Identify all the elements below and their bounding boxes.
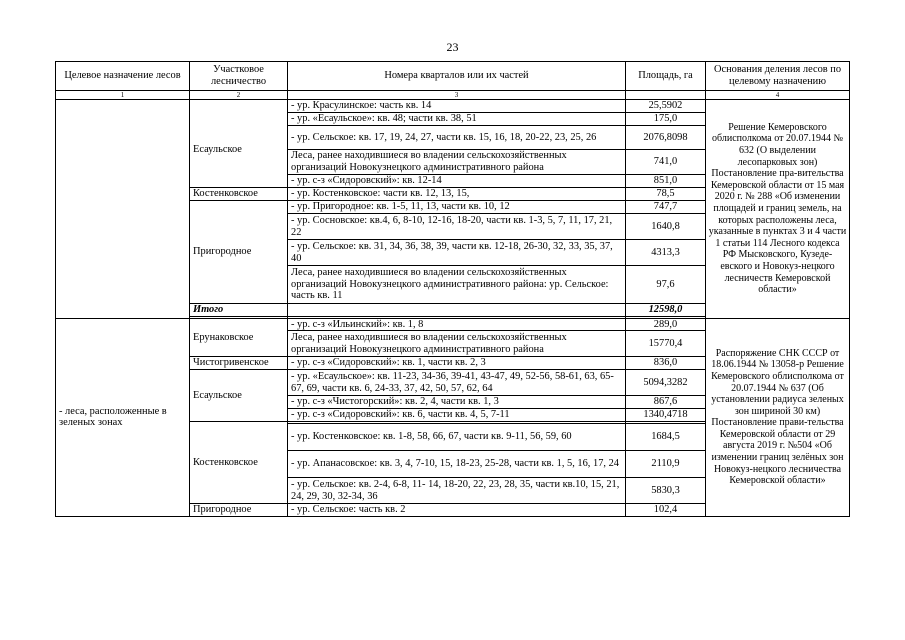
total-label: Итого	[190, 304, 288, 317]
forest-purpose-table	[55, 61, 850, 517]
column-number: 2	[190, 91, 288, 100]
district-cell	[190, 100, 288, 113]
district-cell: Есаульское	[190, 370, 288, 422]
header-area: Площадь, га	[626, 62, 706, 91]
quarters-cell: - ур. с-з «Сидоровский»: кв. 6, части кв. 4, 5, 7-11	[288, 409, 626, 422]
quarters-cell: - ур. Апанасовское: кв. 3, 4, 7-10, 15, 18-23, 25-28, части кв. 1, 5, 16, 17, 24	[288, 451, 626, 478]
area-cell: 1684,5	[626, 424, 706, 451]
area-cell: 5094,3282	[626, 370, 706, 396]
area-cell: 851,0	[626, 175, 706, 188]
area-cell: 747,7	[626, 201, 706, 214]
district-cell: Чистогривенское	[190, 357, 288, 370]
district-cell: Костенковское	[190, 422, 288, 504]
area-cell: 97,6	[626, 266, 706, 304]
header-district: Участковое лесничество	[190, 62, 288, 91]
area-cell: 741,0	[626, 150, 706, 175]
column-number: 3	[288, 91, 626, 100]
district-cell: Ерунаковское	[190, 318, 288, 357]
area-cell: 15770,4	[626, 331, 706, 357]
quarters-cell: Леса, ранее находившиеся во владении сельскохозяйственных организаций Новокузнецкого административного района	[288, 150, 626, 175]
quarters-cell: - ур. Сосновское: кв.4, 6, 8-10, 12-16, 18-20, части кв. 1-3, 5, 7, 11, 17, 21, 22	[288, 214, 626, 240]
basis-cell: Распоряжение СНК СССР от 18.06.1944 № 13058-р Решение Кемеровского облисполкома от 20.07.1944 № 637 (Об установлении радиуса зеленых зон шириной 30 км) Постановление прави-тельства Кемеровской области от 29 августа 2019 г. №504 «Об изменении границ зелёных зон Новокуз-нецкого лесничества Кемеровской области»	[706, 318, 850, 516]
district-cell: Пригородное	[190, 201, 288, 304]
area-cell: 836,0	[626, 357, 706, 370]
quarters-cell: - ур. с-з «Сидоровский»: кв. 1, части кв. 2, 3	[288, 357, 626, 370]
column-number: 1	[56, 91, 190, 100]
header-basis: Основания деления лесов по целевому назначению	[706, 62, 850, 91]
area-cell: 4313,3	[626, 240, 706, 266]
quarters-cell: - ур. Пригородное: кв. 1-5, 11, 13, части кв. 10, 12	[288, 201, 626, 214]
quarters-cell: - ур. Костенковское: части кв. 12, 13, 15,	[288, 188, 626, 201]
district-cell: Есаульское	[190, 113, 288, 188]
quarters-cell: - ур. Сельское: кв. 2-4, 6-8, 11- 14, 18-20, 22, 23, 28, 35, части кв.10, 15, 21, 24, 29, 30, 32-34, 36	[288, 478, 626, 504]
quarters-cell: - ур. Сельское: кв. 31, 34, 36, 38, 39, части кв. 12-18, 26-30, 32, 33, 35, 37, 40	[288, 240, 626, 266]
area-cell: 2110,9	[626, 451, 706, 478]
header-purpose: Целевое назначение лесов	[56, 62, 190, 91]
quarters-cell: - ур. с-з «Чистогорский»: кв. 2, 4, части кв. 1, 3	[288, 396, 626, 409]
quarters-cell: Леса, ранее находившиеся во владении сельскохозяйственных организаций Новокузнецкого административного района: ур. Сельское: часть кв. 11	[288, 266, 626, 304]
quarters-cell: - ур. «Есаульское»: кв. 11-23, 34-36, 39-41, 43-47, 49, 52-56, 58-61, 63, 65-67, 69, части кв. 6, 24-33, 37, 42, 50, 57, 62, 64	[288, 370, 626, 396]
area-cell: 1340,4718	[626, 409, 706, 422]
area-cell: 867,6	[626, 396, 706, 409]
quarters-cell: - ур. Сельское: кв. 17, 19, 24, 27, части кв. 15, 16, 18, 20-22, 23, 25, 26	[288, 126, 626, 150]
total-value: 12598,0	[626, 304, 706, 317]
column-number	[626, 91, 706, 100]
quarters-cell: - ур. Красулинское: часть кв. 14	[288, 100, 626, 113]
quarters-cell: - ур. с-з «Ильинский»: кв. 1, 8	[288, 318, 626, 331]
area-cell: 25,5902	[626, 100, 706, 113]
area-cell: 102,4	[626, 504, 706, 517]
area-cell: 1640,8	[626, 214, 706, 240]
district-cell: Пригородное	[190, 504, 288, 517]
area-cell: 2076,8098	[626, 126, 706, 150]
quarters-cell: - ур. «Есаульское»: кв. 48; части кв. 38, 51	[288, 113, 626, 126]
area-cell: 78,5	[626, 188, 706, 201]
column-number: 4	[706, 91, 850, 100]
area-cell: 289,0	[626, 318, 706, 331]
quarters-cell	[288, 304, 626, 317]
district-cell: Костенковское	[190, 188, 288, 201]
area-cell: 5830,3	[626, 478, 706, 504]
area-cell: 175,0	[626, 113, 706, 126]
purpose-cell: - леса, расположенные в зеленых зонах	[56, 318, 190, 516]
page-number: 23	[446, 40, 459, 54]
purpose-cell	[56, 100, 190, 319]
quarters-cell: - ур. с-з «Сидоровский»: кв. 12-14	[288, 175, 626, 188]
quarters-cell: Леса, ранее находившиеся во владении сельскохозяйственных организаций Новокузнецкого административного района	[288, 331, 626, 357]
header-quarters: Номера кварталов или их частей	[288, 62, 626, 91]
basis-cell: Решение Кемеровского облисполкома от 20.07.1944 № 632 (О выделении лесопарковых зон) Постановление пра-вительства Кемеровской области от 15 мая 2020 г. № 288 «Об изменении площадей и границ земель, на которых расположены леса, указанные в пунктах 3 и 4 части 1 статьи 114 Лесного кодекса РФ Мысковского, Кузеде-евского и Новокуз-нецкого лесничеств Кемеровской области»	[706, 100, 850, 319]
quarters-cell: - ур. Сельское: часть кв. 2	[288, 504, 626, 517]
quarters-cell: - ур. Костенковское: кв. 1-8, 58, 66, 67, части кв. 9-11, 56, 59, 60	[288, 424, 626, 451]
